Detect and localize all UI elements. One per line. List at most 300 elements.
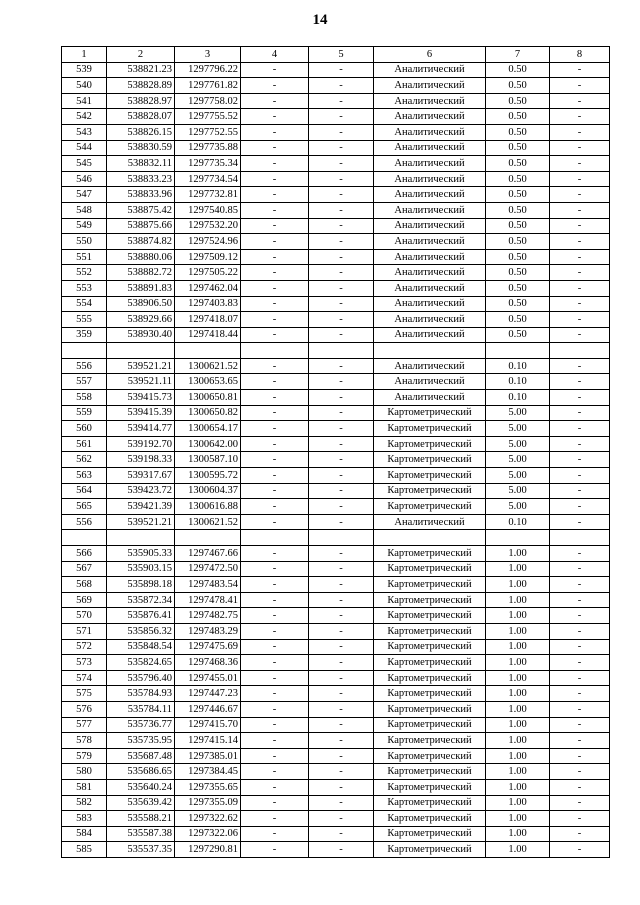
table-row: [62, 202, 610, 218]
col8-cell: -: [550, 421, 610, 437]
x-coordinate-cell: 535588.21: [107, 811, 175, 827]
table-row: [62, 592, 610, 608]
col4-cell: -: [241, 374, 309, 390]
col4-cell: -: [241, 93, 309, 109]
col8-cell: -: [550, 218, 610, 234]
point-number-cell: 584: [62, 826, 107, 842]
point-number-cell: 578: [62, 733, 107, 749]
table-row: [62, 608, 610, 624]
method-cell: Картометрический: [374, 701, 486, 717]
y-coordinate-cell: 1297415.14: [175, 733, 241, 749]
col8-cell: -: [550, 140, 610, 156]
col5-cell: -: [309, 124, 374, 140]
point-number-cell: 555: [62, 312, 107, 328]
col5-cell: -: [309, 764, 374, 780]
col5-cell: [309, 530, 374, 546]
col8-cell: -: [550, 655, 610, 671]
y-coordinate-cell: 1297290.81: [175, 842, 241, 858]
point-number-cell: 575: [62, 686, 107, 702]
point-number-cell: 554: [62, 296, 107, 312]
col4-cell: -: [241, 701, 309, 717]
accuracy-cell: 1.00: [486, 764, 550, 780]
table-row: [62, 109, 610, 125]
col5-cell: -: [309, 655, 374, 671]
table-row: [62, 234, 610, 250]
point-number-cell: 552: [62, 265, 107, 281]
table-row: [62, 701, 610, 717]
col4-cell: -: [241, 296, 309, 312]
accuracy-cell: 0.50: [486, 327, 550, 343]
col5-cell: -: [309, 358, 374, 374]
col4-cell: -: [241, 717, 309, 733]
y-coordinate-cell: 1297761.82: [175, 78, 241, 94]
x-coordinate-cell: 538929.66: [107, 312, 175, 328]
y-coordinate-cell: 1300650.82: [175, 405, 241, 421]
col4-cell: -: [241, 623, 309, 639]
col8-cell: -: [550, 327, 610, 343]
col8-cell: -: [550, 296, 610, 312]
accuracy-cell: 0.50: [486, 171, 550, 187]
col5-cell: -: [309, 623, 374, 639]
x-coordinate-cell: 538874.82: [107, 234, 175, 250]
col8-cell: [550, 530, 610, 546]
col4-cell: -: [241, 452, 309, 468]
col4-cell: -: [241, 187, 309, 203]
accuracy-cell: 1.00: [486, 670, 550, 686]
accuracy-cell: 1.00: [486, 561, 550, 577]
col5-cell: -: [309, 296, 374, 312]
table-row: [62, 156, 610, 172]
method-cell: Картометрический: [374, 639, 486, 655]
method-cell: Аналитический: [374, 296, 486, 312]
accuracy-cell: 1.00: [486, 748, 550, 764]
method-cell: Аналитический: [374, 265, 486, 281]
col5-cell: -: [309, 811, 374, 827]
accuracy-cell: 5.00: [486, 468, 550, 484]
point-number-cell: 545: [62, 156, 107, 172]
x-coordinate-cell: 535905.33: [107, 546, 175, 562]
point-number-cell: 585: [62, 842, 107, 858]
table-row: [62, 436, 610, 452]
point-number-cell: 570: [62, 608, 107, 624]
table-body: [62, 62, 610, 857]
col5-cell: -: [309, 202, 374, 218]
y-coordinate-cell: 1297796.22: [175, 62, 241, 78]
col8-cell: -: [550, 670, 610, 686]
method-cell: Картометрический: [374, 826, 486, 842]
point-number-cell: 568: [62, 577, 107, 593]
col5-cell: -: [309, 546, 374, 562]
table-row: [62, 421, 610, 437]
point-number-cell: [62, 343, 107, 359]
col4-cell: -: [241, 608, 309, 624]
method-cell: Картометрический: [374, 779, 486, 795]
table-row: [62, 795, 610, 811]
col8-cell: -: [550, 171, 610, 187]
col5-cell: -: [309, 265, 374, 281]
x-coordinate-cell: 538830.59: [107, 140, 175, 156]
accuracy-cell: 0.50: [486, 156, 550, 172]
point-number-cell: 576: [62, 701, 107, 717]
accuracy-cell: 0.50: [486, 109, 550, 125]
x-coordinate-cell: 535640.24: [107, 779, 175, 795]
col4-cell: -: [241, 546, 309, 562]
method-cell: [374, 530, 486, 546]
point-number-cell: 569: [62, 592, 107, 608]
col5-cell: -: [309, 421, 374, 437]
table-row: [62, 171, 610, 187]
col8-cell: -: [550, 577, 610, 593]
y-coordinate-cell: 1297532.20: [175, 218, 241, 234]
column-header: 3: [175, 47, 241, 63]
method-cell: Картометрический: [374, 561, 486, 577]
col4-cell: -: [241, 280, 309, 296]
point-number-cell: 579: [62, 748, 107, 764]
x-coordinate-cell: 539421.39: [107, 499, 175, 515]
x-coordinate-cell: 539317.67: [107, 468, 175, 484]
y-coordinate-cell: 1300654.17: [175, 421, 241, 437]
col8-cell: -: [550, 717, 610, 733]
col8-cell: -: [550, 93, 610, 109]
column-header: 8: [550, 47, 610, 63]
method-cell: Аналитический: [374, 280, 486, 296]
x-coordinate-cell: 539423.72: [107, 483, 175, 499]
x-coordinate-cell: 538891.83: [107, 280, 175, 296]
accuracy-cell: 0.10: [486, 358, 550, 374]
col4-cell: -: [241, 124, 309, 140]
col5-cell: -: [309, 670, 374, 686]
method-cell: [374, 343, 486, 359]
table-row: [62, 187, 610, 203]
x-coordinate-cell: 539414.77: [107, 421, 175, 437]
y-coordinate-cell: 1297322.62: [175, 811, 241, 827]
point-number-cell: 549: [62, 218, 107, 234]
method-cell: Картометрический: [374, 546, 486, 562]
table-row: [62, 577, 610, 593]
point-number-cell: 565: [62, 499, 107, 515]
col4-cell: -: [241, 686, 309, 702]
col8-cell: -: [550, 452, 610, 468]
accuracy-cell: 5.00: [486, 405, 550, 421]
column-header: 1: [62, 47, 107, 63]
col5-cell: -: [309, 93, 374, 109]
y-coordinate-cell: 1297524.96: [175, 234, 241, 250]
x-coordinate-cell: 535876.41: [107, 608, 175, 624]
method-cell: Картометрический: [374, 483, 486, 499]
col4-cell: -: [241, 577, 309, 593]
table-row: [62, 265, 610, 281]
col5-cell: -: [309, 779, 374, 795]
point-number-cell: 573: [62, 655, 107, 671]
method-cell: Аналитический: [374, 93, 486, 109]
y-coordinate-cell: 1297540.85: [175, 202, 241, 218]
y-coordinate-cell: 1300642.00: [175, 436, 241, 452]
accuracy-cell: 1.00: [486, 623, 550, 639]
col8-cell: -: [550, 312, 610, 328]
y-coordinate-cell: 1297509.12: [175, 249, 241, 265]
accuracy-cell: 1.00: [486, 842, 550, 858]
col4-cell: -: [241, 358, 309, 374]
col8-cell: -: [550, 280, 610, 296]
col8-cell: -: [550, 358, 610, 374]
point-number-cell: 539: [62, 62, 107, 78]
accuracy-cell: 0.10: [486, 514, 550, 530]
accuracy-cell: 0.50: [486, 234, 550, 250]
table-separator-row: [62, 343, 610, 359]
accuracy-cell: 1.00: [486, 779, 550, 795]
point-number-cell: 562: [62, 452, 107, 468]
col8-cell: -: [550, 546, 610, 562]
method-cell: Аналитический: [374, 514, 486, 530]
col8-cell: -: [550, 374, 610, 390]
x-coordinate-cell: 535537.35: [107, 842, 175, 858]
table-row: [62, 561, 610, 577]
y-coordinate-cell: 1297468.36: [175, 655, 241, 671]
point-number-cell: 547: [62, 187, 107, 203]
table-row: [62, 390, 610, 406]
table-row: [62, 78, 610, 94]
x-coordinate-cell: 538828.89: [107, 78, 175, 94]
y-coordinate-cell: 1300604.37: [175, 483, 241, 499]
point-number-cell: 577: [62, 717, 107, 733]
col8-cell: -: [550, 623, 610, 639]
accuracy-cell: 5.00: [486, 436, 550, 452]
point-number-cell: 556: [62, 514, 107, 530]
col4-cell: -: [241, 499, 309, 515]
y-coordinate-cell: 1300650.81: [175, 390, 241, 406]
x-coordinate-cell: 535639.42: [107, 795, 175, 811]
table-row: [62, 514, 610, 530]
col4-cell: -: [241, 202, 309, 218]
table-row: [62, 639, 610, 655]
col4-cell: -: [241, 826, 309, 842]
col8-cell: -: [550, 701, 610, 717]
x-coordinate-cell: 535898.18: [107, 577, 175, 593]
accuracy-cell: 0.50: [486, 312, 550, 328]
table-row: [62, 811, 610, 827]
accuracy-cell: 0.50: [486, 265, 550, 281]
method-cell: Картометрический: [374, 795, 486, 811]
accuracy-cell: 1.00: [486, 733, 550, 749]
col4-cell: -: [241, 592, 309, 608]
x-coordinate-cell: 539521.21: [107, 358, 175, 374]
accuracy-cell: 1.00: [486, 608, 550, 624]
accuracy-cell: 5.00: [486, 452, 550, 468]
x-coordinate-cell: 535856.32: [107, 623, 175, 639]
col4-cell: -: [241, 312, 309, 328]
table-row: [62, 124, 610, 140]
x-coordinate-cell: 538821.23: [107, 62, 175, 78]
col8-cell: -: [550, 764, 610, 780]
point-number-cell: 580: [62, 764, 107, 780]
col4-cell: -: [241, 436, 309, 452]
table-row: [62, 779, 610, 795]
x-coordinate-cell: 539198.33: [107, 452, 175, 468]
x-coordinate-cell: 535686.65: [107, 764, 175, 780]
col5-cell: -: [309, 187, 374, 203]
y-coordinate-cell: 1300595.72: [175, 468, 241, 484]
col5-cell: -: [309, 390, 374, 406]
accuracy-cell: [486, 530, 550, 546]
col4-cell: -: [241, 78, 309, 94]
accuracy-cell: 1.00: [486, 655, 550, 671]
point-number-cell: 572: [62, 639, 107, 655]
method-cell: Картометрический: [374, 686, 486, 702]
accuracy-cell: 1.00: [486, 639, 550, 655]
x-coordinate-cell: 535784.93: [107, 686, 175, 702]
table-row: [62, 312, 610, 328]
col5-cell: -: [309, 109, 374, 125]
x-coordinate-cell: 538906.50: [107, 296, 175, 312]
method-cell: Картометрический: [374, 717, 486, 733]
col8-cell: -: [550, 826, 610, 842]
col4-cell: -: [241, 156, 309, 172]
col5-cell: -: [309, 78, 374, 94]
method-cell: Аналитический: [374, 140, 486, 156]
col8-cell: -: [550, 78, 610, 94]
col4-cell: -: [241, 733, 309, 749]
col5-cell: -: [309, 327, 374, 343]
col5-cell: -: [309, 156, 374, 172]
col4-cell: -: [241, 655, 309, 671]
method-cell: Аналитический: [374, 171, 486, 187]
y-coordinate-cell: 1297734.54: [175, 171, 241, 187]
col4-cell: -: [241, 561, 309, 577]
y-coordinate-cell: 1297467.66: [175, 546, 241, 562]
accuracy-cell: 5.00: [486, 483, 550, 499]
x-coordinate-cell: 538832.11: [107, 156, 175, 172]
col4-cell: -: [241, 405, 309, 421]
x-coordinate-cell: 535872.34: [107, 592, 175, 608]
col5-cell: -: [309, 639, 374, 655]
col5-cell: -: [309, 608, 374, 624]
x-coordinate-cell: 539415.39: [107, 405, 175, 421]
accuracy-cell: 0.50: [486, 280, 550, 296]
x-coordinate-cell: 535848.54: [107, 639, 175, 655]
method-cell: Аналитический: [374, 234, 486, 250]
y-coordinate-cell: 1297403.83: [175, 296, 241, 312]
column-header: 4: [241, 47, 309, 63]
accuracy-cell: 0.50: [486, 296, 550, 312]
col5-cell: -: [309, 140, 374, 156]
method-cell: Картометрический: [374, 405, 486, 421]
accuracy-cell: 0.10: [486, 390, 550, 406]
col5-cell: -: [309, 312, 374, 328]
point-number-cell: 359: [62, 327, 107, 343]
col5-cell: -: [309, 483, 374, 499]
point-number-cell: 553: [62, 280, 107, 296]
point-number-cell: 551: [62, 249, 107, 265]
method-cell: Картометрический: [374, 655, 486, 671]
point-number-cell: 564: [62, 483, 107, 499]
col5-cell: -: [309, 234, 374, 250]
table-row: [62, 62, 610, 78]
col8-cell: -: [550, 748, 610, 764]
col8-cell: -: [550, 592, 610, 608]
point-number-cell: [62, 530, 107, 546]
point-number-cell: 574: [62, 670, 107, 686]
table-row: [62, 733, 610, 749]
method-cell: Аналитический: [374, 312, 486, 328]
col5-cell: -: [309, 717, 374, 733]
table-row: [62, 327, 610, 343]
method-cell: Аналитический: [374, 124, 486, 140]
y-coordinate-cell: 1297472.50: [175, 561, 241, 577]
point-number-cell: 541: [62, 93, 107, 109]
col5-cell: -: [309, 499, 374, 515]
accuracy-cell: 0.10: [486, 374, 550, 390]
x-coordinate-cell: 535824.65: [107, 655, 175, 671]
point-number-cell: 560: [62, 421, 107, 437]
col5-cell: -: [309, 795, 374, 811]
y-coordinate-cell: 1297478.41: [175, 592, 241, 608]
method-cell: Аналитический: [374, 78, 486, 94]
method-cell: Картометрический: [374, 608, 486, 624]
y-coordinate-cell: 1297446.67: [175, 701, 241, 717]
x-coordinate-cell: 539415.73: [107, 390, 175, 406]
x-coordinate-cell: 538875.42: [107, 202, 175, 218]
table-row: [62, 405, 610, 421]
y-coordinate-cell: 1300616.88: [175, 499, 241, 515]
method-cell: Аналитический: [374, 358, 486, 374]
accuracy-cell: 0.50: [486, 93, 550, 109]
y-coordinate-cell: [175, 530, 241, 546]
col8-cell: -: [550, 265, 610, 281]
method-cell: Картометрический: [374, 421, 486, 437]
accuracy-cell: 0.50: [486, 78, 550, 94]
x-coordinate-cell: [107, 530, 175, 546]
x-coordinate-cell: 539521.11: [107, 374, 175, 390]
y-coordinate-cell: 1297732.81: [175, 187, 241, 203]
col4-cell: -: [241, 390, 309, 406]
y-coordinate-cell: 1297752.55: [175, 124, 241, 140]
method-cell: Картометрический: [374, 842, 486, 858]
accuracy-cell: 0.50: [486, 124, 550, 140]
method-cell: Аналитический: [374, 187, 486, 203]
y-coordinate-cell: 1297415.70: [175, 717, 241, 733]
accuracy-cell: 5.00: [486, 499, 550, 515]
point-number-cell: 561: [62, 436, 107, 452]
x-coordinate-cell: 538833.96: [107, 187, 175, 203]
table-row: [62, 358, 610, 374]
col8-cell: -: [550, 202, 610, 218]
col5-cell: -: [309, 218, 374, 234]
method-cell: Картометрический: [374, 670, 486, 686]
x-coordinate-cell: 538880.06: [107, 249, 175, 265]
point-number-cell: 557: [62, 374, 107, 390]
y-coordinate-cell: 1297462.04: [175, 280, 241, 296]
table-row: [62, 93, 610, 109]
col4-cell: -: [241, 140, 309, 156]
x-coordinate-cell: [107, 343, 175, 359]
table-row: [62, 655, 610, 671]
col5-cell: -: [309, 842, 374, 858]
table-row: [62, 623, 610, 639]
x-coordinate-cell: 535587.38: [107, 826, 175, 842]
col8-cell: -: [550, 639, 610, 655]
method-cell: Аналитический: [374, 218, 486, 234]
point-number-cell: 567: [62, 561, 107, 577]
accuracy-cell: 1.00: [486, 795, 550, 811]
col4-cell: -: [241, 234, 309, 250]
column-header: 5: [309, 47, 374, 63]
point-number-cell: 556: [62, 358, 107, 374]
col8-cell: -: [550, 779, 610, 795]
x-coordinate-cell: 535903.15: [107, 561, 175, 577]
column-header: 7: [486, 47, 550, 63]
col5-cell: [309, 343, 374, 359]
point-number-cell: 558: [62, 390, 107, 406]
